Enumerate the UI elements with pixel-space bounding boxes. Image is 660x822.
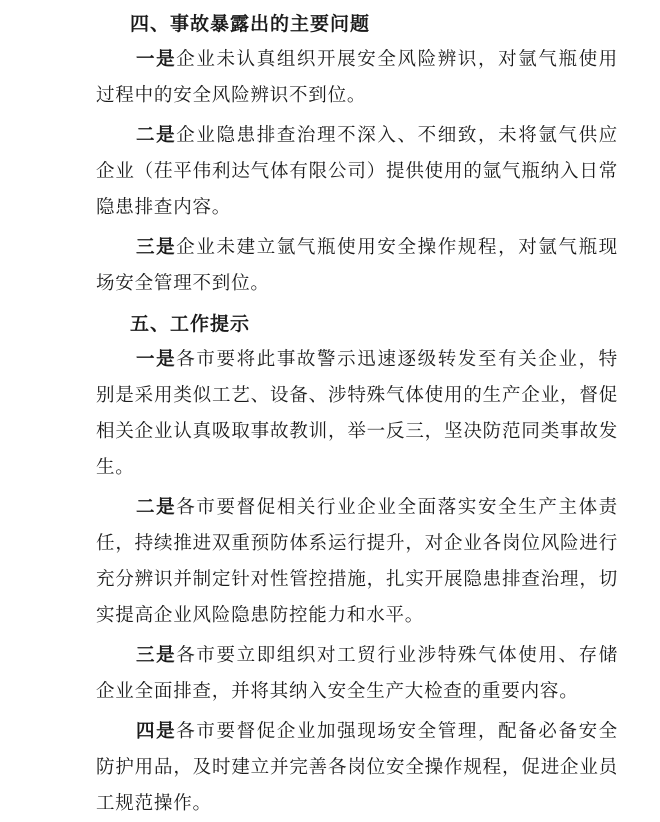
section-5-item-1 [96, 342, 618, 486]
item-text: 企业未建立氩气瓶使用安全操作规程，对氩气瓶现场安全管理不到位。 [96, 237, 618, 294]
item-lead: 一是 [136, 49, 177, 70]
item-text: 企业未认真组织开展安全风险辨识，对氩气瓶使用过程中的安全风险辨识不到位。 [96, 49, 618, 106]
item-lead: 一是 [136, 349, 177, 370]
item-text: 企业隐患排查治理不深入、不细致，未将氩气供应企业（茌平伟利达气体有限公司）提供使用的氩气瓶纳入日常隐患排查内容。 [96, 125, 618, 218]
item-text: 各市要将此事故警示迅速逐级转发至有关企业，特别是采用类似工艺、设备、涉特殊气体使用的生产企业，督促相关企业认真吸取事故教训，举一反三，坚决防范同类事故发生。 [96, 349, 618, 478]
item-lead: 三是 [136, 237, 177, 258]
section-4-item-3 [96, 230, 618, 302]
section-4-item-1 [96, 42, 618, 114]
section-5-item-2 [96, 490, 618, 634]
section-4-item-2 [96, 118, 618, 226]
item-text: 各市要督促企业加强现场安全管理，配备必备安全防护用品，及时建立并完善各岗位安全操作规程，促进企业员工规范操作。 [96, 721, 618, 814]
item-lead: 二是 [136, 125, 177, 146]
section-5-item-3 [96, 638, 618, 710]
item-text: 各市要督促相关行业企业全面落实安全生产主体责任，持续推进双重预防体系运行提升，对企业各岗位风险进行充分辨识并制定针对性管控措施，扎实开展隐患排查治理，切实提高企业风险隐患防控能力和水平。 [96, 497, 618, 626]
item-text: 各市要立即组织对工贸行业涉特殊气体使用、存储企业全面排查，并将其纳入安全生产大检查的重要内容。 [96, 645, 618, 702]
section-4-heading: 四、事故暴露出的主要问题 [130, 13, 371, 35]
item-lead: 二是 [136, 497, 177, 518]
item-lead: 四是 [136, 721, 177, 742]
item-lead: 三是 [136, 645, 177, 666]
section-5-heading: 五、工作提示 [130, 313, 251, 335]
section-5-item-4 [96, 714, 618, 822]
